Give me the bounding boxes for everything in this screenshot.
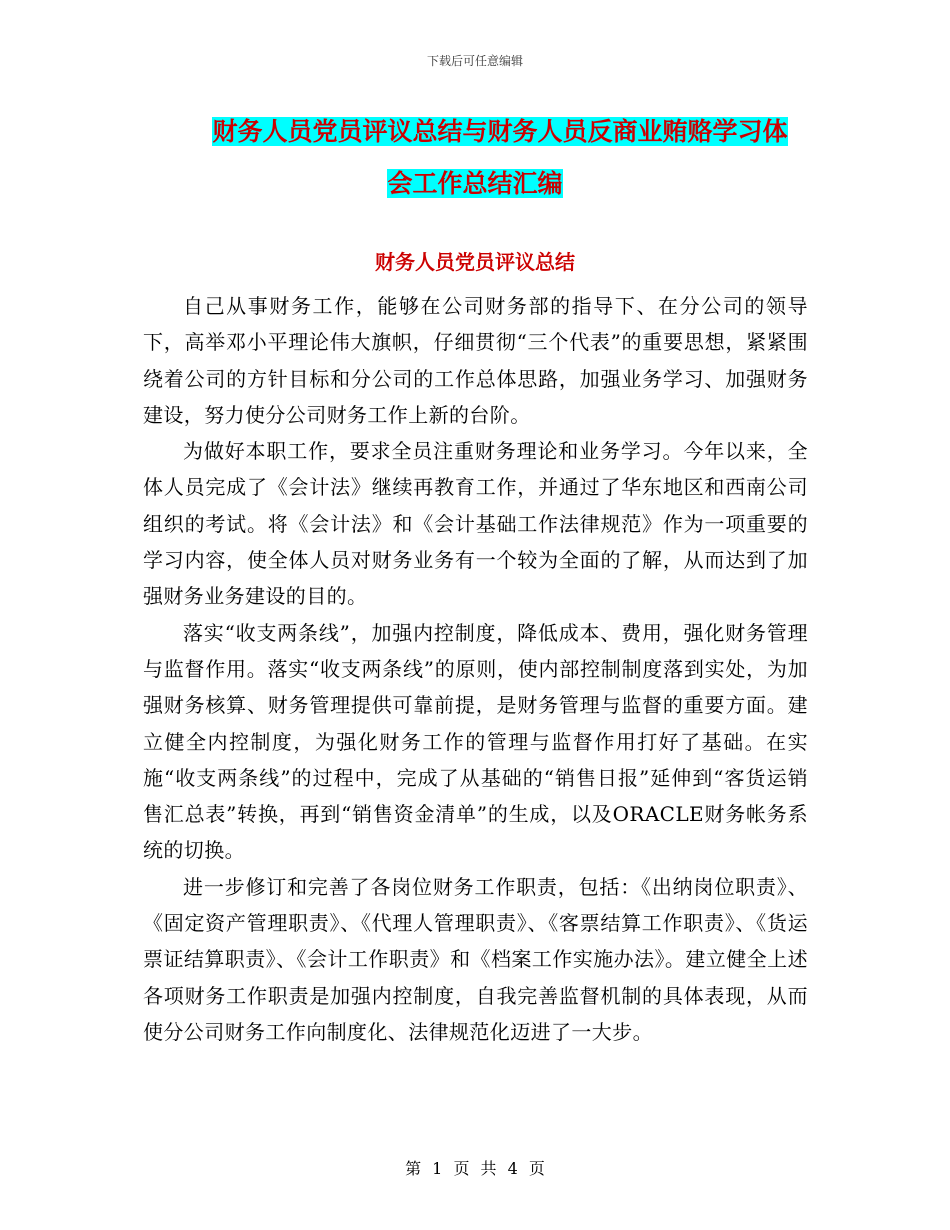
paragraph-4: 进一步修订和完善了各岗位财务工作职责，包括：《出纳岗位职责》、《固定资产管理职责》、《代理人管理职责》、《客票结算工作职责》、《货运票证结算职责》、《会计工作职责》和《档案工作实施办法》。建立健全上述各项财务工作职责是加强内控制度，自我完善监督机制的具体表现，从而使分公司财务工作向制度化、法律规范化迈进了一大步。 bbox=[143, 874, 808, 1044]
paragraph-1: 自己从事财务工作，能够在公司财务部的指导下、在分公司的领导下，高举邓小平理论伟大旗帜，仔细贯彻“三个代表”的重要思想，紧紧围绕着公司的方针目标和分公司的工作总体思路，加强业务学习、加强财务建设，努力使分公司财务工作上新的台阶。 bbox=[143, 294, 808, 427]
section-heading: 财务人员党员评议总结 bbox=[375, 250, 575, 274]
body-text bbox=[143, 288, 808, 1050]
header-note: 下载后可任意编辑 bbox=[426, 54, 523, 68]
title-line-1-text: 财务人员党员评议总结与财务人员反商业贿赂学习体 bbox=[212, 117, 788, 146]
document-title bbox=[0, 106, 950, 210]
paragraph-2: 为做好本职工作，要求全员注重财务理论和业务学习。今年以来，全体人员完成了《会计法》继续再教育工作，并通过了华东地区和西南公司组织的考试。将《会计法》和《会计基础工作法律规范》作为一项重要的学习内容，使全体人员对财务业务有一个较为全面的了解，从而达到了加强财务业务建设的目的。 bbox=[143, 439, 808, 609]
title-line-2 bbox=[0, 158, 950, 210]
title-line-1 bbox=[0, 106, 950, 158]
title-line-2-text: 会工作总结汇编 bbox=[387, 169, 563, 198]
page-footer: 第 1 页 共 4 页 bbox=[405, 1159, 545, 1178]
paragraph-3: 落实“收支两条线”，加强内控制度，降低成本、费用，强化财务管理与监督作用。落实“收支两条线”的原则，使内部控制制度落到实处，为加强财务核算、财务管理提供可靠前提，是财务管理与监督的重要方面。建立健全内控制度，为强化财务工作的管理与监督作用打好了基础。在实施“收支两条线”的过程中，完成了从基础的“销售日报”延伸到“客货运销售汇总表”转换，再到“销售资金清单”的生成，以及ORACLE财务帐务系统的切换。 bbox=[143, 620, 808, 863]
